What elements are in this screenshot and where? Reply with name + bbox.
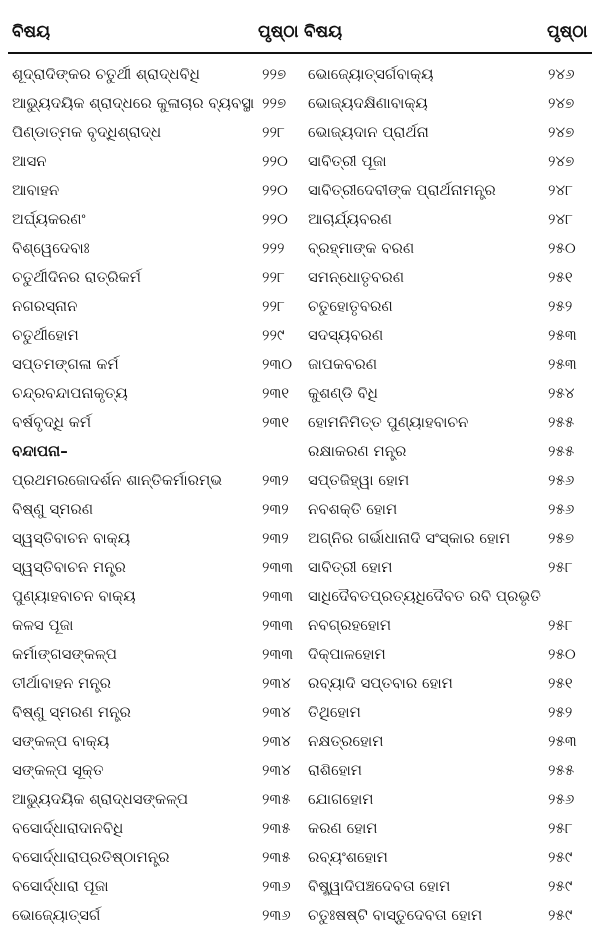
table-header [0, 22, 600, 48]
entry-subject-right: ସାବିତ୍ରୀ ପୂଜା [308, 152, 387, 170]
entry-subject-right: ସମନ୍ଧୋତୃବରଣ [308, 268, 405, 286]
index-row [0, 495, 600, 524]
entry-subject-left: ସପ୍ତମଙ୍ଗଳା କର୍ମ [12, 355, 119, 373]
index-row [0, 437, 600, 466]
entry-page-left: ୨୩୩ [262, 558, 294, 576]
entry-page-right: ୨୫୦ [548, 645, 576, 663]
entry-page-left: ୨୩୬ [262, 906, 291, 924]
entry-subject-left: ସ୍ୱସ୍ତିବାଚନ ବାକ୍ୟ [12, 529, 131, 547]
entry-subject-left: ସଙ୍କଳ୍ପ ସୂକ୍ତ [12, 761, 104, 779]
index-row [0, 669, 600, 698]
index-row [0, 263, 600, 292]
entry-page-left: ୨୨୨ [262, 239, 285, 257]
entry-subject-right: ସପ୍ତଜିହ୍ୱା ହୋମ [308, 471, 410, 489]
index-row [0, 408, 600, 437]
entry-subject-right: ଜାପକବରଣ [308, 355, 378, 373]
entry-page-right: ୨୫୭ [548, 529, 575, 547]
entry-page-right: ୨୫୫ [548, 413, 575, 431]
entry-page-right: ୨୫୨ [548, 297, 573, 315]
entry-page-right: ୨୫୨ [548, 703, 573, 721]
entry-page-left: ୨୩୪ [262, 703, 291, 721]
header-divider [8, 52, 592, 54]
entry-page-right: ୨୫୮ [548, 616, 573, 634]
entry-subject-right: ସାବିତ୍ରୀ ହୋମ [308, 558, 393, 576]
entry-subject-left: ପ୍ରଥମରଜୋଦର୍ଶନ ଶାନ୍ତିକର୍ମାରମ୍ଭ [12, 471, 223, 489]
index-row [0, 89, 600, 118]
index-row [0, 524, 600, 553]
entry-subject-left: ତୀର୍ଥାବାହନ ମନ୍ତ୍ର [12, 674, 112, 692]
entry-subject-left: ଚତୁର୍ଥୀହୋମ [12, 326, 79, 344]
entry-page-left: ୨୩୬ [262, 877, 291, 895]
entry-subject-left: ବିଷ୍ଣୁ ସ୍ମରଣ ମନ୍ତ୍ର [12, 703, 131, 721]
entry-page-left: ୨୨୮ [262, 297, 285, 315]
entry-subject-left: କର୍ମାଙ୍ଗସଙ୍କଳ୍ପ [12, 645, 118, 663]
entry-subject-right: ସାବିତ୍ରୀଦେବୀଙ୍କ ପ୍ରାର୍ଥନାମନ୍ତ୍ର [308, 181, 496, 199]
entry-page-right: ୨୫୩ [548, 732, 577, 750]
entry-subject-right: ରାଶିହୋମ [308, 761, 362, 779]
entry-subject-left: ଶୂଦ୍ରାଦିଙ୍କର ଚତୁର୍ଥୀ ଶ୍ରାଦ୍ଧବିଧି [12, 65, 200, 83]
entry-subject-left: ଆଭ୍ୟୁଦୟିକ ଶ୍ରାଦ୍ଧରେ କୁଳାଚାର ବ୍ୟବସ୍ଥା [12, 94, 255, 112]
entry-subject-left: ବସୋର୍ଦ୍ଧାରା ପୂଜା [12, 877, 109, 895]
entry-page-left: ୨୩୩ [262, 616, 294, 634]
entry-page-left: ୨୩୫ [262, 819, 291, 837]
entry-page-right: ୨୫୫ [548, 442, 575, 460]
entry-subject-left: ପିଣ୍ଡାତ୍ମକ ବୃଦ୍ଧିଶ୍ରାଦ୍ଧ [12, 123, 162, 141]
entry-subject-right: ହୋମନିମିତ୍ତ ପୁଣ୍ୟାହବାଚନ [308, 413, 469, 431]
index-rows [0, 60, 600, 930]
index-row [0, 205, 600, 234]
index-row [0, 814, 600, 843]
entry-page-right: ୨୪୬ [548, 65, 575, 83]
entry-subject-right: ଅଗ୍ନିର ଗର୍ଭାଧାନାଦି ସଂସ୍କାର ହୋମ [308, 529, 511, 547]
entry-page-left: ୨୩୪ [262, 674, 291, 692]
index-row [0, 292, 600, 321]
entry-subject-right: ସାଧିଦୈବତପ୍ରତ୍ୟଧିଦୈବତ ରବି ପ୍ରଭୃତି [308, 587, 541, 605]
entry-subject-right: ଚତୁଃଷଷ୍ଟି ବାସ୍ତୁଦେବତା ହୋମ [308, 906, 483, 924]
entry-subject-left: ଆସନ [12, 152, 47, 170]
entry-page-left: ୨୩୨ [262, 500, 289, 518]
entry-subject-left: ନଗରସ୍ନାନ [12, 297, 78, 315]
header-subject-right: ବିଷୟ [304, 22, 343, 42]
entry-page-left: ୨୩୧ [262, 384, 290, 402]
entry-page-right: ୨୫୬ [548, 790, 575, 808]
entry-page-left: ୨୩୩ [262, 645, 294, 663]
entry-page-left: ୨୨୭ [262, 94, 287, 112]
entry-subject-right: ଚତୁହୋତୃବରଣ [308, 297, 393, 315]
entry-subject-right: ସଦସ୍ୟବରଣ [308, 326, 384, 344]
entry-page-right: ୨୫୬ [548, 500, 575, 518]
index-row [0, 785, 600, 814]
entry-subject-right: ଆଚାର୍ଯ୍ୟବରଣ [308, 210, 392, 228]
index-row [0, 611, 600, 640]
entry-page-left: ୨୩୫ [262, 790, 291, 808]
entry-subject-left: ବିଶ୍ୱେଦେବାଃ [12, 239, 90, 257]
entry-subject-left: ଅର୍ଘ୍ୟକରଣଂ [12, 210, 86, 228]
entry-subject-right: ଦିକ୍ପାଳହୋମ [308, 645, 386, 663]
entry-subject-right: କୁଶଣ୍ଡି ବିଧି [308, 384, 378, 402]
entry-page-right: ୨୪୭ [548, 94, 575, 112]
entry-page-right: ୨୫୯ [548, 877, 573, 895]
index-row [0, 234, 600, 263]
entry-subject-right: ବିଷ୍ଣ୍ୱାଦିପଞ୍ଚଦେବତା ହୋମ [308, 877, 451, 895]
entry-subject-right: ତିଥିହୋମ [308, 703, 361, 721]
entry-subject-right: ନବଗ୍ରହହୋମ [308, 616, 392, 634]
header-subject-left: ବିଷୟ [12, 22, 51, 42]
index-row [0, 582, 600, 611]
entry-subject-right: ବ୍ରହ୍ମାଙ୍କ ବରଣ [308, 239, 415, 257]
entry-page-right: ୨୪୮ [548, 181, 573, 199]
index-row [0, 118, 600, 147]
entry-page-left: ୨୨୯ [262, 326, 285, 344]
entry-page-left: ୨୩୩ [262, 587, 294, 605]
entry-subject-left: ଭୋଜ୍ୟୋତ୍ସର୍ଗ [12, 906, 101, 924]
entry-subject-left: ବସୋର୍ଦ୍ଧାରାପ୍ରତିଷ୍ଠାମନ୍ତ୍ର [12, 848, 170, 866]
entry-page-right: ୨୫୯ [548, 848, 573, 866]
entry-subject-right: କରଣ ହୋମ [308, 819, 378, 837]
entry-subject-right: ନବଶକ୍ତି ହୋମ [308, 500, 398, 518]
index-row [0, 727, 600, 756]
entry-page-left: ୨୩୧ [262, 413, 290, 431]
entry-subject-left: ବର୍ଷବୃଦ୍ଧି କର୍ମ [12, 413, 92, 431]
entry-subject-right: ରବ୍ୟାଦି ସପ୍ତବାର ହୋମ [308, 674, 453, 692]
entry-subject-right: ରବ୍ୟଂଶହୋମ [308, 848, 388, 866]
index-row [0, 640, 600, 669]
entry-page-right: ୨୫୩ [548, 326, 577, 344]
entry-page-right: ୨୫୯ [548, 906, 573, 924]
entry-subject-left: କଳସ ପୂଜା [12, 616, 74, 634]
entry-subject-left: ବସୋର୍ଦ୍ଧାରାଦାନବିଧି [12, 819, 124, 837]
index-row [0, 466, 600, 495]
entry-subject-left: ବନ୍ଦାପନା– [12, 442, 68, 460]
entry-subject-left: ପୁଣ୍ୟାହବାଚନ ବାକ୍ୟ [12, 587, 136, 605]
index-row [0, 698, 600, 727]
index-row [0, 321, 600, 350]
entry-page-right: ୨୫୫ [548, 761, 575, 779]
entry-subject-left: ଚନ୍ଦ୍ରବନ୍ଦାପନାକୃତ୍ୟ [12, 384, 128, 402]
entry-page-left: ୨୨୦ [262, 152, 288, 170]
index-row [0, 147, 600, 176]
entry-subject-left: ଚତୁର୍ଥୀଦିନର ରାତ୍ରିକର୍ମ [12, 268, 141, 286]
entry-page-right: ୨୫୦ [548, 239, 576, 257]
entry-page-left: ୨୨୦ [262, 181, 288, 199]
entry-subject-right: ଭୋଜ୍ୟଦାନ ପ୍ରାର୍ଥନା [308, 123, 429, 141]
index-row [0, 553, 600, 582]
entry-page-left: ୨୩୪ [262, 761, 291, 779]
entry-subject-left: ସଙ୍କଳ୍ପ ବାକ୍ୟ [12, 732, 110, 750]
entry-subject-left: ସ୍ୱସ୍ତିବାଚନ ମନ୍ତ୍ର [12, 558, 126, 576]
entry-page-left: ୨୩୫ [262, 848, 291, 866]
index-row [0, 843, 600, 872]
entry-subject-right: ରକ୍ଷାକରଣ ମନ୍ତ୍ର [308, 442, 407, 460]
entry-page-left: ୨୨୭ [262, 65, 287, 83]
entry-page-left: ୨୨୮ [262, 123, 285, 141]
entry-page-left: ୨୩୨ [262, 529, 289, 547]
entry-page-right: ୨୫୮ [548, 819, 573, 837]
entry-page-left: ୨୩୨ [262, 471, 289, 489]
header-page-left: ପୃଷ୍ଠା [258, 22, 299, 42]
entry-page-right: ୨୫୮ [548, 558, 573, 576]
entry-subject-right: ନକ୍ଷତ୍ରହୋମ [308, 732, 384, 750]
entry-page-right: ୨୫୬ [548, 471, 575, 489]
header-page-right: ପୃଷ୍ଠା [547, 22, 588, 42]
index-row [0, 756, 600, 785]
entry-subject-left: ବିଷ୍ଣୁ ସ୍ମରଣ [12, 500, 94, 518]
entry-page-left: ୨୨୦ [262, 210, 288, 228]
entry-page-right: ୨୪୮ [548, 210, 573, 228]
entry-subject-right: ଯୋଗହୋମ [308, 790, 374, 808]
entry-subject-right: ଭୋଜ୍ୟଦକ୍ଷିଣାବାକ୍ୟ [308, 94, 428, 112]
entry-page-right: ୨୫୧ [548, 268, 573, 286]
entry-page-left: ୨୩୪ [262, 732, 291, 750]
entry-page-left: ୨୨୮ [262, 268, 285, 286]
entry-page-right: ୨୫୪ [548, 384, 575, 402]
entry-page-right: ୨୪୭ [548, 152, 575, 170]
entry-page-right: ୨୫୧ [548, 674, 573, 692]
index-row [0, 60, 600, 89]
index-row [0, 872, 600, 901]
entry-subject-left: ଆଭ୍ୟୁଦୟିକ ଶ୍ରାଦ୍ଧସଙ୍କଳ୍ପ [12, 790, 189, 808]
entry-page-left: ୨୩୦ [262, 355, 293, 373]
index-row [0, 176, 600, 205]
entry-subject-right: ଭୋଜ୍ୟୋତ୍ସର୍ଗବାକ୍ୟ [308, 65, 434, 83]
entry-subject-left: ଆବାହନ [12, 181, 60, 199]
entry-page-right: ୨୪୭ [548, 123, 575, 141]
index-row [0, 379, 600, 408]
entry-page-right: ୨୫୩ [548, 355, 577, 373]
index-row [0, 350, 600, 379]
index-row [0, 901, 600, 930]
